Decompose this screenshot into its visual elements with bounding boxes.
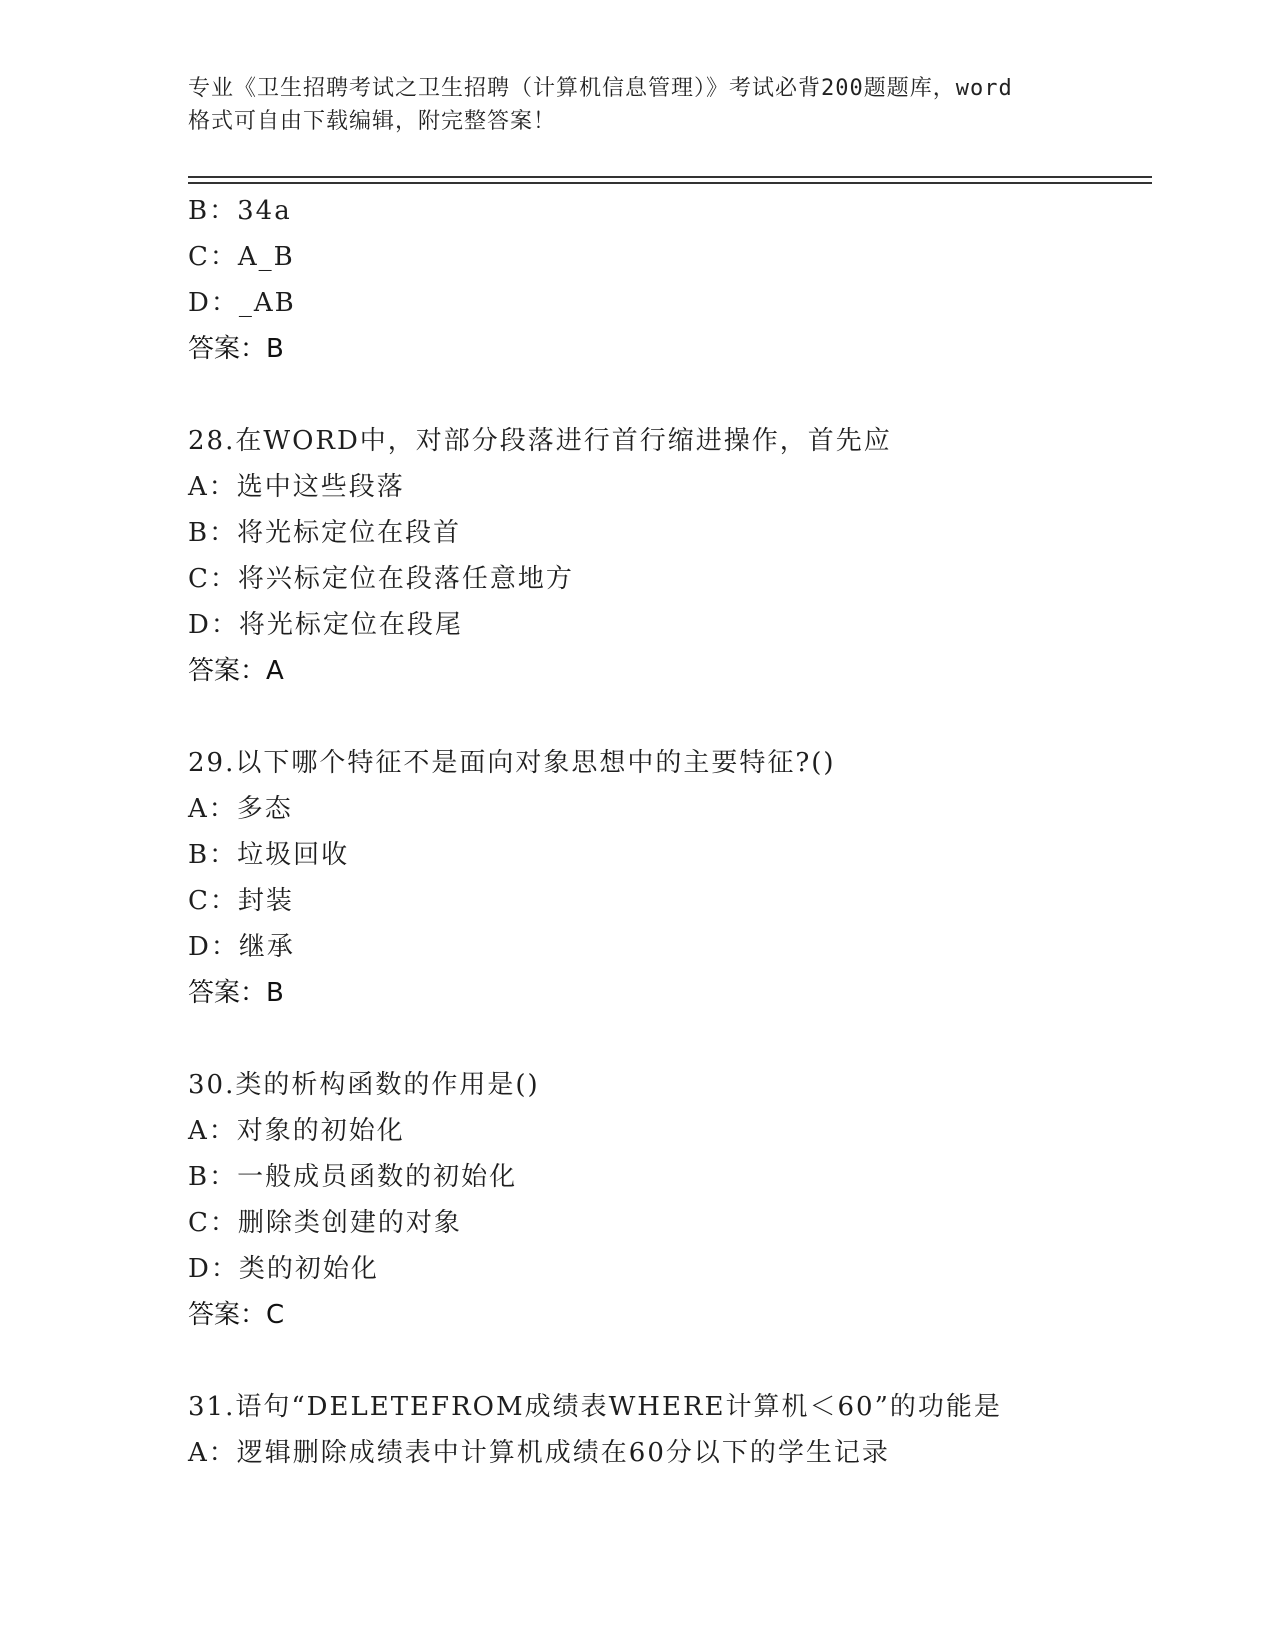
question-29 <box>188 740 1148 1016</box>
question-stem: 28.在WORD中，对部分段落进行首行缩进操作，首先应 <box>188 426 892 456</box>
question-list <box>188 188 1148 1476</box>
answer-line: 答案：B <box>188 978 284 1008</box>
option-c: C：删除类创建的对象 <box>188 1208 462 1238</box>
header-line-2: 格式可自由下载编辑，附完整答案！ <box>188 109 557 134</box>
option-d: D：继承 <box>188 932 295 962</box>
option-c: C：A_B <box>188 242 295 272</box>
option-c: C：封装 <box>188 886 294 916</box>
option-d: D：类的初始化 <box>188 1254 379 1284</box>
option-c: C：将兴标定位在段落任意地方 <box>188 564 574 594</box>
answer-line: 答案：A <box>188 656 284 686</box>
answer-line: 答案：B <box>188 334 284 364</box>
header-divider-top <box>188 176 1152 178</box>
header-divider-bottom <box>188 182 1152 184</box>
option-b: B：垃圾回收 <box>188 840 350 870</box>
question-stem: 29.以下哪个特征不是面向对象思想中的主要特征?() <box>188 748 836 778</box>
option-a: A：多态 <box>188 794 293 824</box>
option-d: D：_AB <box>188 288 296 318</box>
option-a: A：逻辑删除成绩表中计算机成绩在60分以下的学生记录 <box>188 1438 890 1468</box>
option-a: A：选中这些段落 <box>188 472 405 502</box>
option-b: B：一般成员函数的初始化 <box>188 1162 518 1192</box>
question-31 <box>188 1384 1148 1476</box>
answer-line: 答案：C <box>188 1300 285 1330</box>
question-30 <box>188 1062 1148 1338</box>
question-28 <box>188 418 1148 694</box>
option-d: D：将光标定位在段尾 <box>188 610 463 640</box>
option-a: A：对象的初始化 <box>188 1116 405 1146</box>
question-stem: 30.类的析构函数的作用是() <box>188 1070 540 1100</box>
question-stem: 31.语句“DELETEFROM成绩表WHERE计算机＜60”的功能是 <box>188 1392 1002 1422</box>
option-b: B：34a <box>188 196 292 226</box>
header-line-1: 专业《卫生招聘考试之卫生招聘（计算机信息管理）》考试必背200题题库，word <box>188 76 1013 101</box>
document-header <box>188 72 1088 138</box>
option-b: B：将光标定位在段首 <box>188 518 462 548</box>
question-27-continued <box>188 188 1148 372</box>
